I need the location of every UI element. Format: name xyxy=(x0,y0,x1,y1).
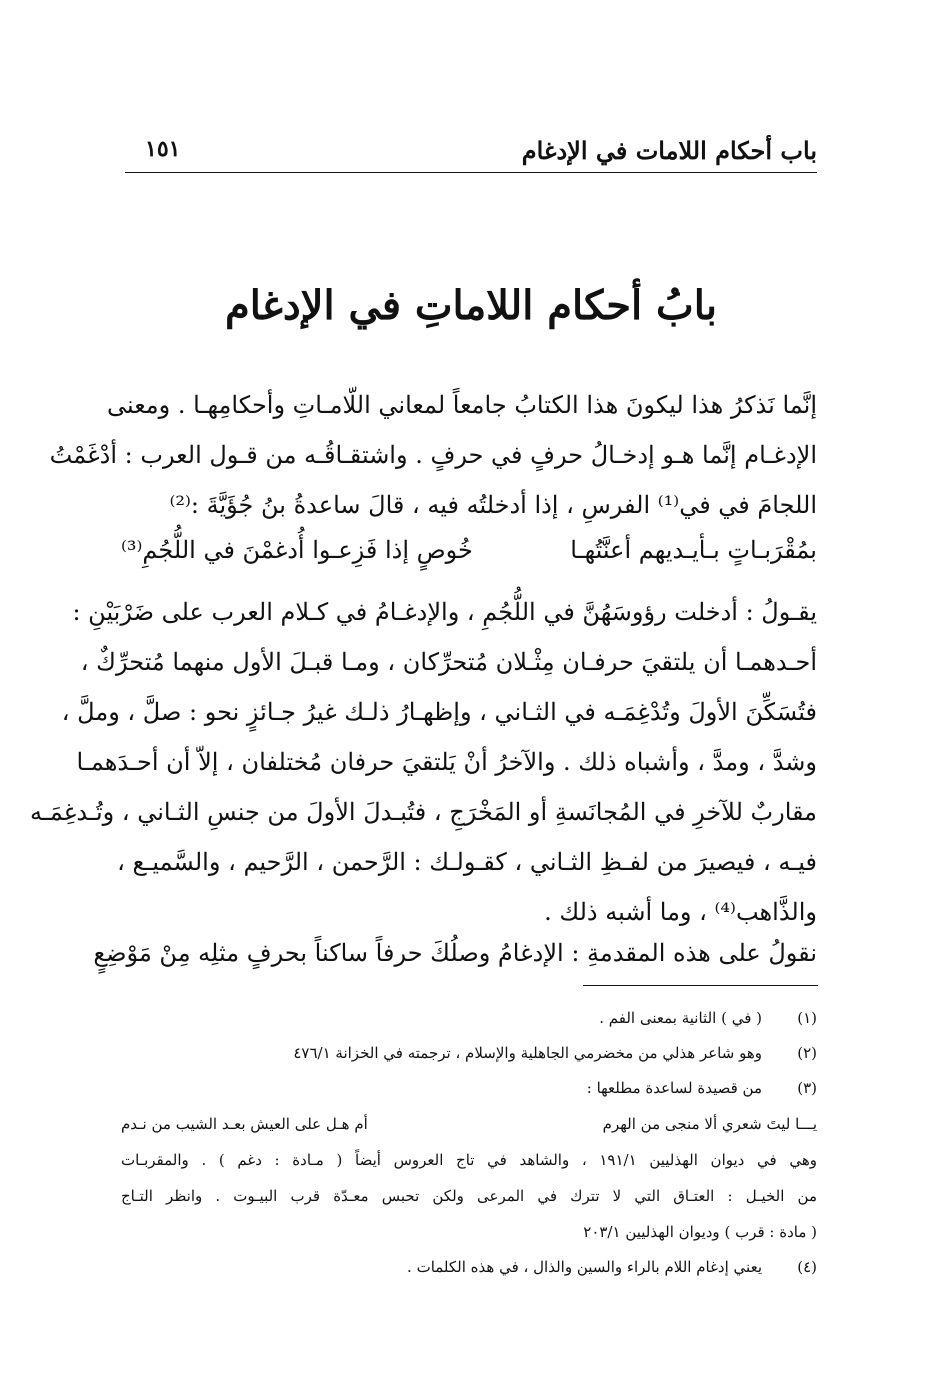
text-line: مقاربٌ للآخرِ في المُجانَسةِ أو المَخْرَجِ ، فتُبـدلَ الأولَ من جنسِ الثـاني ، وتُـدغِمَـه xyxy=(30,798,817,826)
verse-first-hemistich: بمُقْرَبـاتٍ بـأيـديهم أعنَّتُهـا xyxy=(570,536,817,564)
footnote-3-line: من الخيـل : العتـاق التي لا تترك في المرعى ولكن تحبس معـدّة قرب البيـوت . وانظر التـاج xyxy=(121,1187,817,1205)
chapter-title: بابُ أحكام اللاماتِ في الإدغام xyxy=(224,282,718,329)
footnote-number: (١) xyxy=(797,1009,817,1027)
footnote-3-line: ( مادة : قرب ) وديوان الهذليين ٢٠٣/١ xyxy=(583,1223,817,1241)
text-line: إنَّما نَذكرُ هذا ليكونَ هذا الكتابُ جامعاً لمعاني اللّامـاتِ وأحكامِهـا . ومعنى xyxy=(106,391,817,419)
text-line: أحـدهمـا أن يلتقيَ حرفـان مِثْـلان مُتحرِّكان ، ومـا قبـلَ الأول منهما مُتحرِّكٌ ، xyxy=(80,648,817,676)
paragraph-3 xyxy=(93,928,817,978)
page-number: ١٥١ xyxy=(145,136,181,162)
footnote-text: من قصيدة لساعدة مطلعها : xyxy=(586,1079,762,1097)
footnote-verse-second: أم هـل على العيش بعـد الشيب من نـدم xyxy=(121,1115,368,1133)
footnote-3 xyxy=(121,1071,817,1106)
text-line: فيـه ، فيصيرَ من لفـظِ الثـاني ، كقـولـك : الرَّحمن ، الرَّحيم ، والسَّميـع ، xyxy=(117,848,817,876)
text-line: نقولُ على هذه المقدمةِ : الإدغامُ وصلُكَ حرفاً ساكناً بحرفٍ مثلِه مِنْ مَوْضِعٍ xyxy=(93,939,817,967)
footnote-text: ( في ) الثانية بمعنى الفم . xyxy=(599,1009,762,1027)
footnote-number: (٣) xyxy=(797,1079,817,1097)
footnote-3-verse xyxy=(121,1106,817,1142)
footnote-number: (٤) xyxy=(797,1258,817,1276)
text-line: اللجامَ في في⁽¹⁾ الفرسِ ، إذا أدخلتُه فيه ، قالَ ساعدةُ بنُ جُؤَيَّةَ :⁽²⁾ xyxy=(169,491,817,519)
footnote-3-line: وهي في ديوان الهذليين ١٩١/١ ، والشاهد في تاج العروس أيضاً ( مـادة : دغم ) . والمقربـات xyxy=(121,1151,817,1169)
footnote-number: (٢) xyxy=(797,1044,817,1062)
running-header xyxy=(125,132,817,173)
footnote-divider xyxy=(583,985,818,986)
footnote-1 xyxy=(121,1001,817,1036)
paragraph-2 xyxy=(30,587,817,937)
footnotes xyxy=(121,1001,817,1285)
footnote-2 xyxy=(121,1036,817,1071)
text-line: فتُسَكِّنَ الأولَ وتُدْغِمَـه في الثـاني ، وإظهـارُ ذلـك غيرُ جـائزٍ نحو : صلَّ ، وملَّ ، xyxy=(61,698,817,726)
poetry-verse xyxy=(121,525,817,575)
footnote-text: يعني إدغام اللام بالراء والسين والذال ، في هذه الكلمات . xyxy=(407,1258,762,1276)
text-line: الإدغـام إنَّما هـو إدخـالُ حرفٍ في حرفٍ . واشتقـاقُـه من قـول العرب : أدْغَمْتُ xyxy=(49,441,817,469)
footnote-verse-first: يـــا ليتَ شعري ألا منجى من الهرم xyxy=(602,1115,817,1133)
footnote-4 xyxy=(121,1250,817,1285)
text-line: يقـولُ : أدخلت رؤوسَهُنَّ في اللُّجُمِ ، والإدغـامُ في كـلام العرب على ضَرْبَيْنِ : xyxy=(72,598,817,626)
footnote-text: وهو شاعر هذلي من مخضرمي الجاهلية والإسلام ، ترجمته في الخزانة ٤٧٦/١ xyxy=(293,1044,762,1062)
paragraph-1 xyxy=(49,380,817,530)
text-line: والذَّاهب⁽⁴⁾ ، وما أشبه ذلك . xyxy=(544,898,817,926)
text-line: وشدَّ ، ومدَّ ، وأشباه ذلك . والآخرُ أنْ يَلتقيَ حرفان مُختلفان ، إلاّ أن أحـدَهمـا xyxy=(76,748,817,776)
running-title: باب أحكام اللامات في الإدغام xyxy=(521,136,817,165)
verse-second-hemistich: خُوصٍ إذا فَزِعـوا أُدغمْنَ في اللُّجُمِ⁽³⁾ xyxy=(121,536,473,564)
